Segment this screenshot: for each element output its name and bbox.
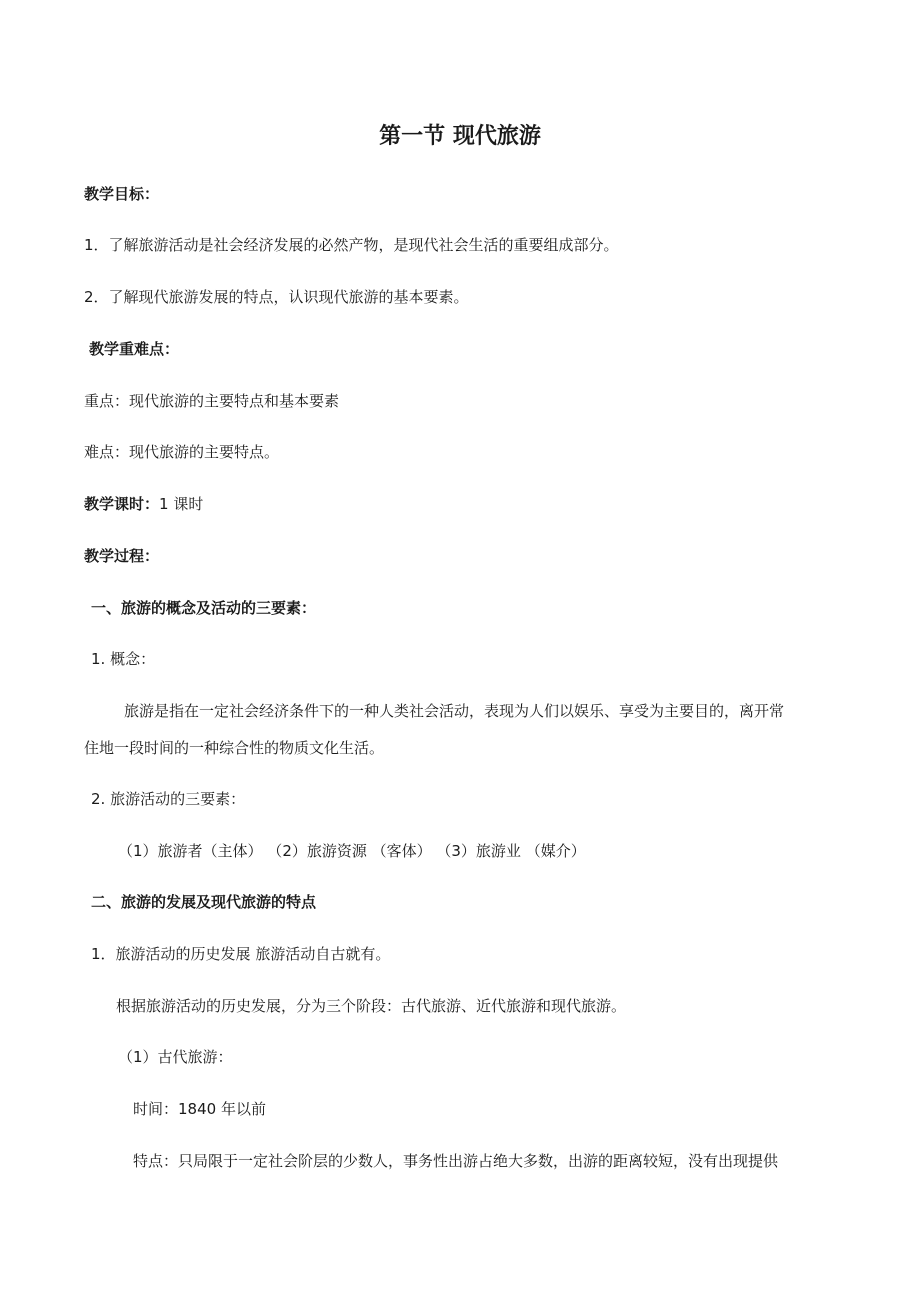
history-line: 1．旅游活动的历史发展 旅游活动自古就有。 (91, 945, 391, 963)
lesson-hours-label: 教学课时： (84, 495, 160, 513)
concept-label: 1. 概念： (91, 650, 156, 668)
lesson-hours (84, 494, 920, 514)
section2-heading: 二、旅游的发展及现代旅游的特点 (91, 893, 317, 911)
ancient-time: 时间：1840 年以前 (133, 1100, 266, 1118)
elements-list: （1）旅游者（主体） （2）旅游资源 （客体） （3）旅游业 （媒介） (118, 842, 586, 860)
section1-heading: 一、旅游的概念及活动的三要素： (91, 599, 317, 617)
process-heading: 教学过程： (84, 547, 160, 565)
page-title: 第一节 现代旅游 (379, 124, 541, 149)
ancient-features: 特点：只局限于一定社会阶层的少数人，事务性出游占绝大多数，出游的距离较短，没有出现提供 (133, 1152, 779, 1170)
objective-item: 2．了解现代旅游发展的特点，认识现代旅游的基本要素。 (84, 288, 469, 306)
stages-line: 根据旅游活动的历史发展，分为三个阶段：古代旅游、近代旅游和现代旅游。 (116, 997, 627, 1015)
concept-text-line1: 旅游是指在一定社会经济条件下的一种人类社会活动，表现为人们以娱乐、享受为主要目的，离开常 (124, 702, 785, 720)
elements-label: 2. 旅游活动的三要素： (91, 790, 246, 808)
objectives-heading: 教学目标： (84, 185, 160, 203)
lesson-hours-value: 1 课时 (159, 495, 204, 513)
ancient-label: （1）古代旅游： (118, 1048, 233, 1066)
objective-item: 1．了解旅游活动是社会经济发展的必然产物，是现代社会生活的重要组成部分。 (84, 236, 619, 254)
concept-text-line2: 住地一段时间的一种综合性的物质文化生活。 (84, 739, 385, 757)
key-point: 重点：现代旅游的主要特点和基本要素 (84, 392, 340, 410)
key-points-heading: 教学重难点： (89, 340, 180, 358)
difficult-point: 难点：现代旅游的主要特点。 (84, 443, 280, 461)
